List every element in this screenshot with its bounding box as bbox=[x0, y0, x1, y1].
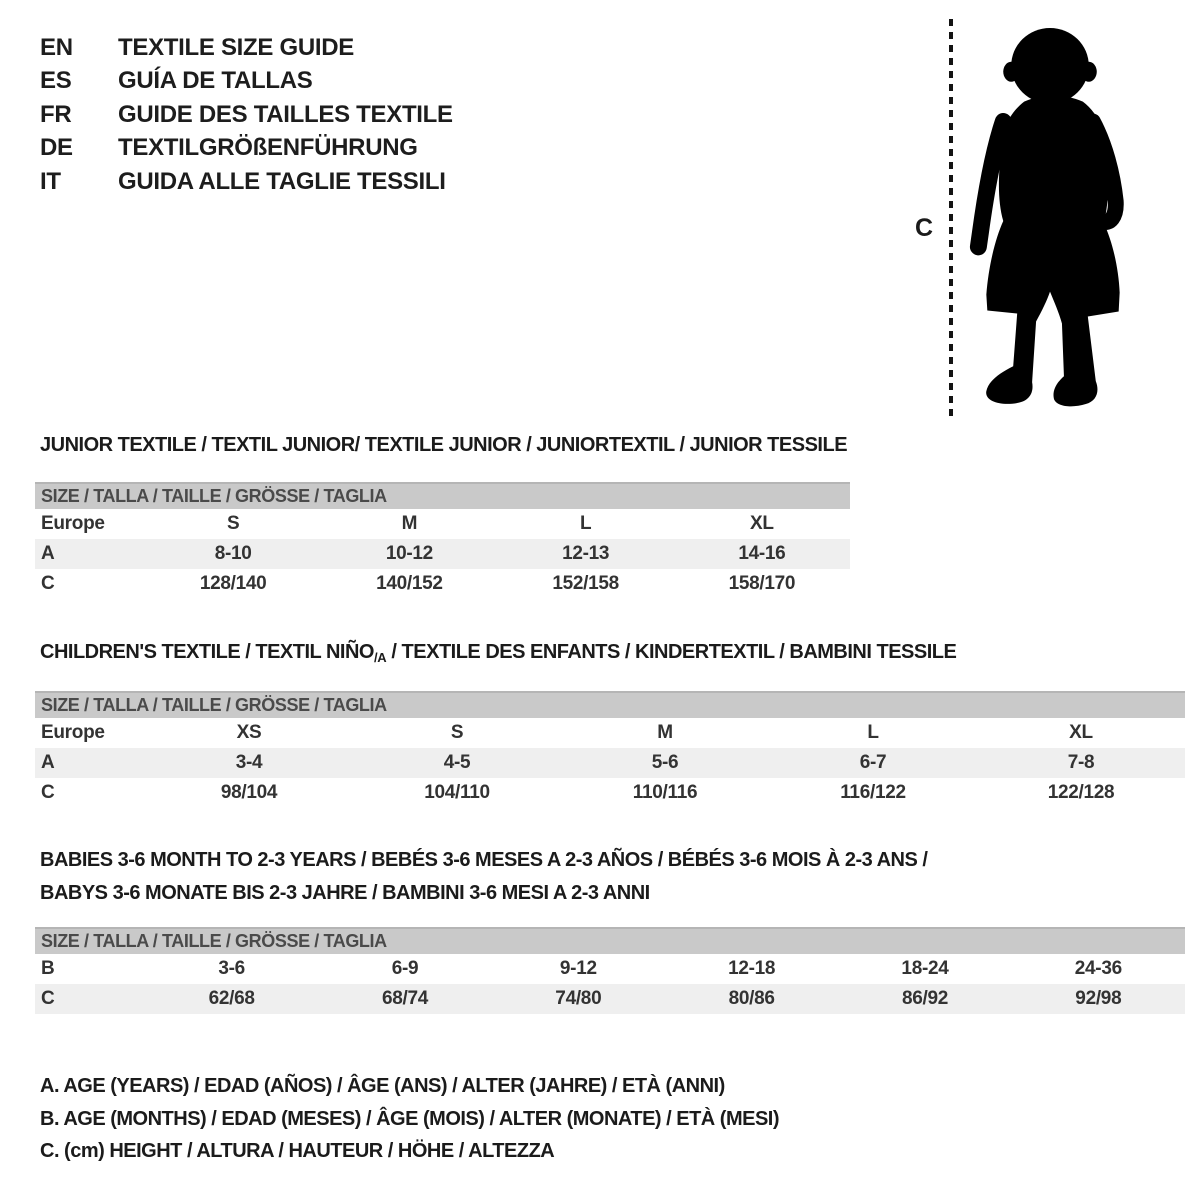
value-cell: 3-4 bbox=[235, 752, 263, 773]
junior-size-table bbox=[35, 482, 850, 599]
row-label-cell: A bbox=[41, 752, 55, 773]
value-cell: 80/86 bbox=[728, 988, 775, 1009]
row-label-cell: Europe bbox=[41, 513, 105, 534]
table-row bbox=[35, 539, 850, 569]
language-row-en bbox=[40, 31, 453, 65]
value-cell: 110/116 bbox=[632, 782, 698, 803]
value-cell: M bbox=[401, 513, 418, 534]
height-measure-label: C bbox=[915, 214, 934, 242]
table-row bbox=[35, 778, 1185, 808]
footnote-age-months: B. AGE (MONTHS) / EDAD (MESES) / ÂGE (MOIS) / ALTER (MONATE) / ETÀ (MESI) bbox=[40, 1107, 780, 1130]
value-cell: 158/170 bbox=[728, 573, 796, 594]
value-cell: 3-6 bbox=[218, 958, 245, 979]
row-label-cell: C bbox=[41, 782, 55, 803]
language-row-it bbox=[40, 165, 453, 199]
value-cell: 5-6 bbox=[651, 752, 679, 773]
language-row-es bbox=[40, 65, 453, 99]
value-cell: 86/92 bbox=[901, 988, 948, 1009]
value-cell: 10-12 bbox=[385, 543, 433, 564]
value-cell: 24-36 bbox=[1074, 958, 1122, 979]
row-label-cell: C bbox=[41, 573, 55, 594]
language-code: EN bbox=[40, 33, 73, 61]
table-row bbox=[35, 718, 1185, 748]
table-row bbox=[35, 509, 850, 539]
value-cell: 128/140 bbox=[199, 573, 267, 594]
table-row bbox=[35, 954, 1185, 984]
value-cell: XL bbox=[1069, 722, 1093, 743]
section-title-children-pre: CHILDREN'S TEXTILE / TEXTIL NIÑO bbox=[40, 641, 374, 663]
value-cell: 8-10 bbox=[214, 543, 252, 564]
section-title-babies-line1: BABIES 3-6 MONTH TO 2-3 YEARS / BEBÉS 3-6 MESES A 2-3 AÑOS / BÉBÉS 3-6 MOIS À 2-3 ANS / bbox=[40, 849, 928, 871]
language-row-fr bbox=[40, 98, 453, 132]
row-label-cell: B bbox=[41, 958, 55, 979]
value-cell: 116/122 bbox=[840, 782, 906, 803]
row-label-cell: Europe bbox=[41, 722, 105, 743]
section-title-children-sub: /A bbox=[373, 650, 387, 665]
children-size-table bbox=[35, 691, 1185, 808]
guide-title: GUÍA DE TALLAS bbox=[118, 67, 313, 95]
value-cell: M bbox=[657, 722, 673, 743]
language-title-list bbox=[40, 31, 453, 199]
value-cell: 74/80 bbox=[555, 988, 602, 1009]
guide-title: GUIDE DES TAILLES TEXTILE bbox=[118, 100, 453, 128]
value-cell: 9-12 bbox=[559, 958, 597, 979]
guide-title: GUIDA ALLE TAGLIE TESSILI bbox=[118, 167, 446, 195]
guide-title: TEXTILGRÖßENFÜHRUNG bbox=[118, 134, 418, 162]
value-cell: XS bbox=[236, 722, 262, 743]
value-cell: S bbox=[226, 513, 240, 534]
row-label-cell: A bbox=[41, 543, 55, 564]
toddler-silhouette-icon bbox=[967, 22, 1137, 415]
language-row-de bbox=[40, 132, 453, 166]
section-title-junior: JUNIOR TEXTILE / TEXTIL JUNIOR/ TEXTILE JUNIOR / JUNIORTEXTIL / JUNIOR TESSILE bbox=[40, 434, 848, 456]
value-cell: 6-7 bbox=[859, 752, 887, 773]
value-cell: L bbox=[579, 513, 592, 534]
table-row bbox=[35, 569, 850, 599]
value-cell: L bbox=[867, 722, 879, 743]
row-label-cell: C bbox=[41, 988, 55, 1009]
size-table-children bbox=[35, 718, 1185, 808]
language-code: FR bbox=[40, 100, 72, 128]
value-cell: 152/158 bbox=[552, 573, 619, 594]
value-cell: 4-5 bbox=[443, 752, 471, 773]
height-measure-figure bbox=[905, 15, 1200, 425]
value-cell: XL bbox=[750, 513, 774, 534]
value-cell: 62/68 bbox=[208, 988, 255, 1009]
footnote-age-years: A. AGE (YEARS) / EDAD (AÑOS) / ÂGE (ANS) / ALTER (JAHRE) / ETÀ (ANNI) bbox=[40, 1075, 725, 1097]
value-cell: 92/98 bbox=[1075, 988, 1122, 1009]
language-code: DE bbox=[40, 134, 73, 162]
value-cell: 98/104 bbox=[220, 782, 278, 803]
size-header-bar: SIZE / TALLA / TAILLE / GRÖSSE / TAGLIA bbox=[35, 482, 850, 509]
value-cell: 6-9 bbox=[391, 958, 419, 979]
table-row bbox=[35, 984, 1185, 1014]
size-header-bar: SIZE / TALLA / TAILLE / GRÖSSE / TAGLIA bbox=[35, 927, 1185, 954]
language-code: ES bbox=[40, 67, 72, 95]
value-cell: 7-8 bbox=[1067, 752, 1095, 773]
legend-footnotes bbox=[40, 1070, 779, 1168]
value-cell: 68/74 bbox=[381, 988, 429, 1009]
value-cell: 14-16 bbox=[738, 543, 786, 564]
size-table-babies bbox=[35, 954, 1185, 1014]
value-cell: 140/152 bbox=[376, 573, 443, 594]
height-dashed-line bbox=[949, 19, 953, 417]
guide-title: TEXTILE SIZE GUIDE bbox=[118, 33, 354, 61]
value-cell: 18-24 bbox=[901, 958, 949, 979]
babies-size-table bbox=[35, 927, 1185, 1014]
size-table-junior bbox=[35, 509, 850, 599]
size-header-bar: SIZE / TALLA / TAILLE / GRÖSSE / TAGLIA bbox=[35, 691, 1185, 718]
section-title-children-post: / TEXTILE DES ENFANTS / KINDERTEXTIL / BAMBINI TESSILE bbox=[386, 641, 957, 663]
value-cell: 104/110 bbox=[424, 782, 490, 803]
footnote-height-cm: C. (cm) HEIGHT / ALTURA / HAUTEUR / HÖHE / ALTEZZA bbox=[40, 1140, 555, 1162]
value-cell: 122/128 bbox=[1047, 782, 1115, 803]
section-title-babies-line2: BABYS 3-6 MONATE BIS 2-3 JAHRE / BAMBINI 3-6 MESI A 2-3 ANNI bbox=[40, 882, 650, 904]
value-cell: 12-13 bbox=[562, 543, 610, 564]
table-row bbox=[35, 748, 1185, 778]
value-cell: S bbox=[450, 722, 464, 743]
language-code: IT bbox=[40, 167, 61, 195]
value-cell: 12-18 bbox=[728, 958, 776, 979]
section-title-children bbox=[40, 641, 956, 665]
